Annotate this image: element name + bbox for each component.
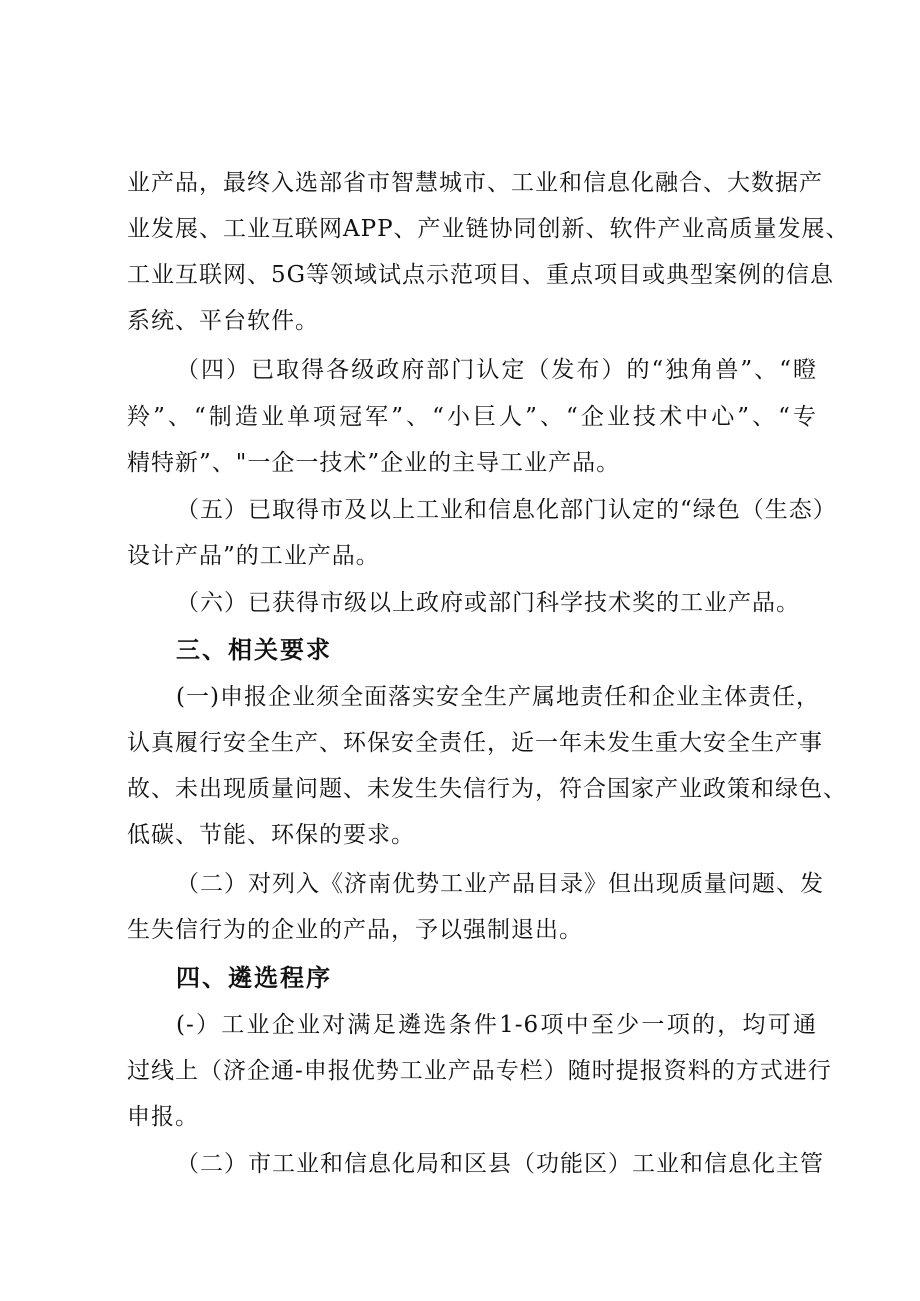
text-line: （二）对列入《济南优势工业产品目录》但出现质量问题、发 xyxy=(176,871,824,897)
text-line: 业发展、工业互联网APP、产业链协同创新、软件产业高质量发展、 xyxy=(127,216,850,242)
text-line: （六）已获得市级以上政府或部门科学技术奖的工业产品。 xyxy=(176,590,800,616)
text-line: (-）工业企业对满足遴选条件1-6项中至少一项的，均可通 xyxy=(176,1012,817,1038)
text-line: 羚”、“制造业单项冠军”、“小巨人”、“企业技术中心”、“专 xyxy=(127,404,817,430)
text-line: 生失信行为的企业的产品，予以强制退出。 xyxy=(127,917,583,943)
text-line: 申报。 xyxy=(127,1104,199,1130)
text-line: (一)申报企业须全面落实安全生产属地责任和企业主体责任， xyxy=(176,684,820,710)
text-line: 精特新”、"一企一技术”企业的主导工业产品。 xyxy=(127,450,621,476)
text-line: 认真履行安全生产、环保安全责任，近一年未发生重大安全生产事 xyxy=(127,730,823,756)
text-line: （五）已取得市及以上工业和信息化部门认定的“绿色（生态） xyxy=(176,497,837,523)
text-line: 业产品，最终入选部省市智慧城市、工业和信息化融合、大数据产 xyxy=(127,170,823,196)
section-heading: 四、遴选程序 xyxy=(176,964,332,992)
text-line: （四）已取得各级政府部门认定（发布）的“独角兽”、“瞪 xyxy=(176,357,817,383)
text-line: 过线上（济企通-申报优势工业产品专栏）随时提报资料的方式进行 xyxy=(127,1058,832,1084)
text-line: 工业互联网、5G等领域试点示范项目、重点项目或典型案例的信息 xyxy=(127,262,835,288)
text-line: 设计产品”的工业产品。 xyxy=(127,543,380,569)
section-heading: 三、相关要求 xyxy=(176,636,332,664)
text-line: （二）市工业和信息化局和区县（功能区）工业和信息化主管 xyxy=(176,1151,824,1177)
text-line: 低碳、节能、环保的要求。 xyxy=(127,822,415,848)
text-line: 系统、平台软件。 xyxy=(127,308,319,334)
text-line: 故、未出现质量问题、未发生失信行为，符合国家产业政策和绿色、 xyxy=(127,776,847,802)
